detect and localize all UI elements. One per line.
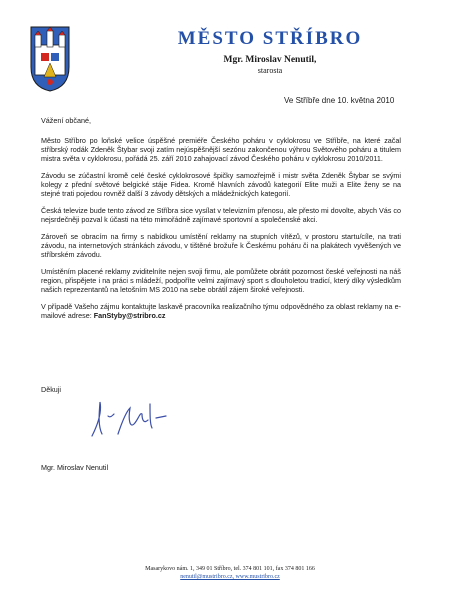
- mayor-name: Mgr. Miroslav Nenutil,: [223, 55, 317, 65]
- contact-email[interactable]: FanStyby@stribro.cz: [93, 311, 166, 320]
- paragraph-4: Zároveň se obracím na firmy s nabídkou umístění reklamy na stupních vítězů, v prostoru startu/cíle, na trati závodu, na internetových stránkách závodu, v tištěné brožuře k Českému poháru či na plakátech vyvěšených ve stříbrském závodu.: [41, 232, 401, 259]
- footer: [100, 565, 360, 581]
- letterhead: [120, 28, 420, 76]
- paragraph-1: Město Stříbro po loňské velice úspěšné premiéře Českého poháru v cyklokrosu ve Stříbře, na které začal stříbrský rodák Zdeněk Štybar svoji zatím nejúspěšnější sezónu zakončenou výhrou Světového poháru a titulem mistra světa v cyklokrosu, pořádá 25. září 2010 zahajovací závod Českého poháru v cyklokrosu 2010/2011.: [41, 136, 401, 163]
- coat-of-arms-icon: [29, 25, 71, 93]
- signer-name: Mgr. Miroslav Nenutil: [41, 463, 109, 472]
- mayor-role: starosta: [257, 66, 283, 75]
- paragraph-contact: [41, 302, 401, 320]
- paragraph-2: Závodu se zúčastní kromě celé české cyklokrosové špičky samozřejmě i mistr světa Zdeněk Štybar se svými kolegy z přední světové belgické stáje Fidea. Kromě hlavních závodů kategorií Elite muži a Elite ženy se na stejné trati pojedou rovněž další 3 závody dětských a mládežnických kategorií.: [41, 171, 401, 198]
- closing: Děkuji: [41, 385, 61, 394]
- paragraph-3: Česká televize bude tento závod ze Stříbra sice vysílat v televizním přenosu, ale přesto mi dovolte, abych Vás co nejsrdečněji pozval k účasti na této mimořádně zajímavé sportovní a společenské akci.: [41, 206, 401, 224]
- letter-body: [41, 116, 401, 328]
- place-and-date: Ve Stříbře dne 10. května 2010: [284, 96, 395, 105]
- contact-text: V případě Vašeho zájmu kontaktujte laskavě pracovníka realizačního týmu odpovědného za oblast reklamy na e-mailové adrese:: [41, 302, 401, 320]
- footer-links[interactable]: nenutil@mustribro.cz, www.mustribro.cz: [180, 574, 280, 580]
- salutation: Vážení občané,: [41, 116, 91, 125]
- paragraph-5: Umístěním placené reklamy zviditelníte nejen svoji firmu, ale pomůžete obrátit pozornost české veřejnosti na náš region, přispějete i na práci s mládeží, podpoříte velmi zajímavý sport s dlouholetou tradicí, který díky výsledkům našich reprezentantů na letošním MS 2010 na sebe obrátil zájem široké veřejnosti.: [41, 267, 401, 294]
- town-name: MĚSTO STŘÍBRO: [177, 28, 363, 49]
- signature-icon: [88, 398, 188, 440]
- footer-address: Masarykovo nám. 1, 349 01 Stříbro, tel. 374 801 101, fax 374 801 166: [145, 566, 315, 572]
